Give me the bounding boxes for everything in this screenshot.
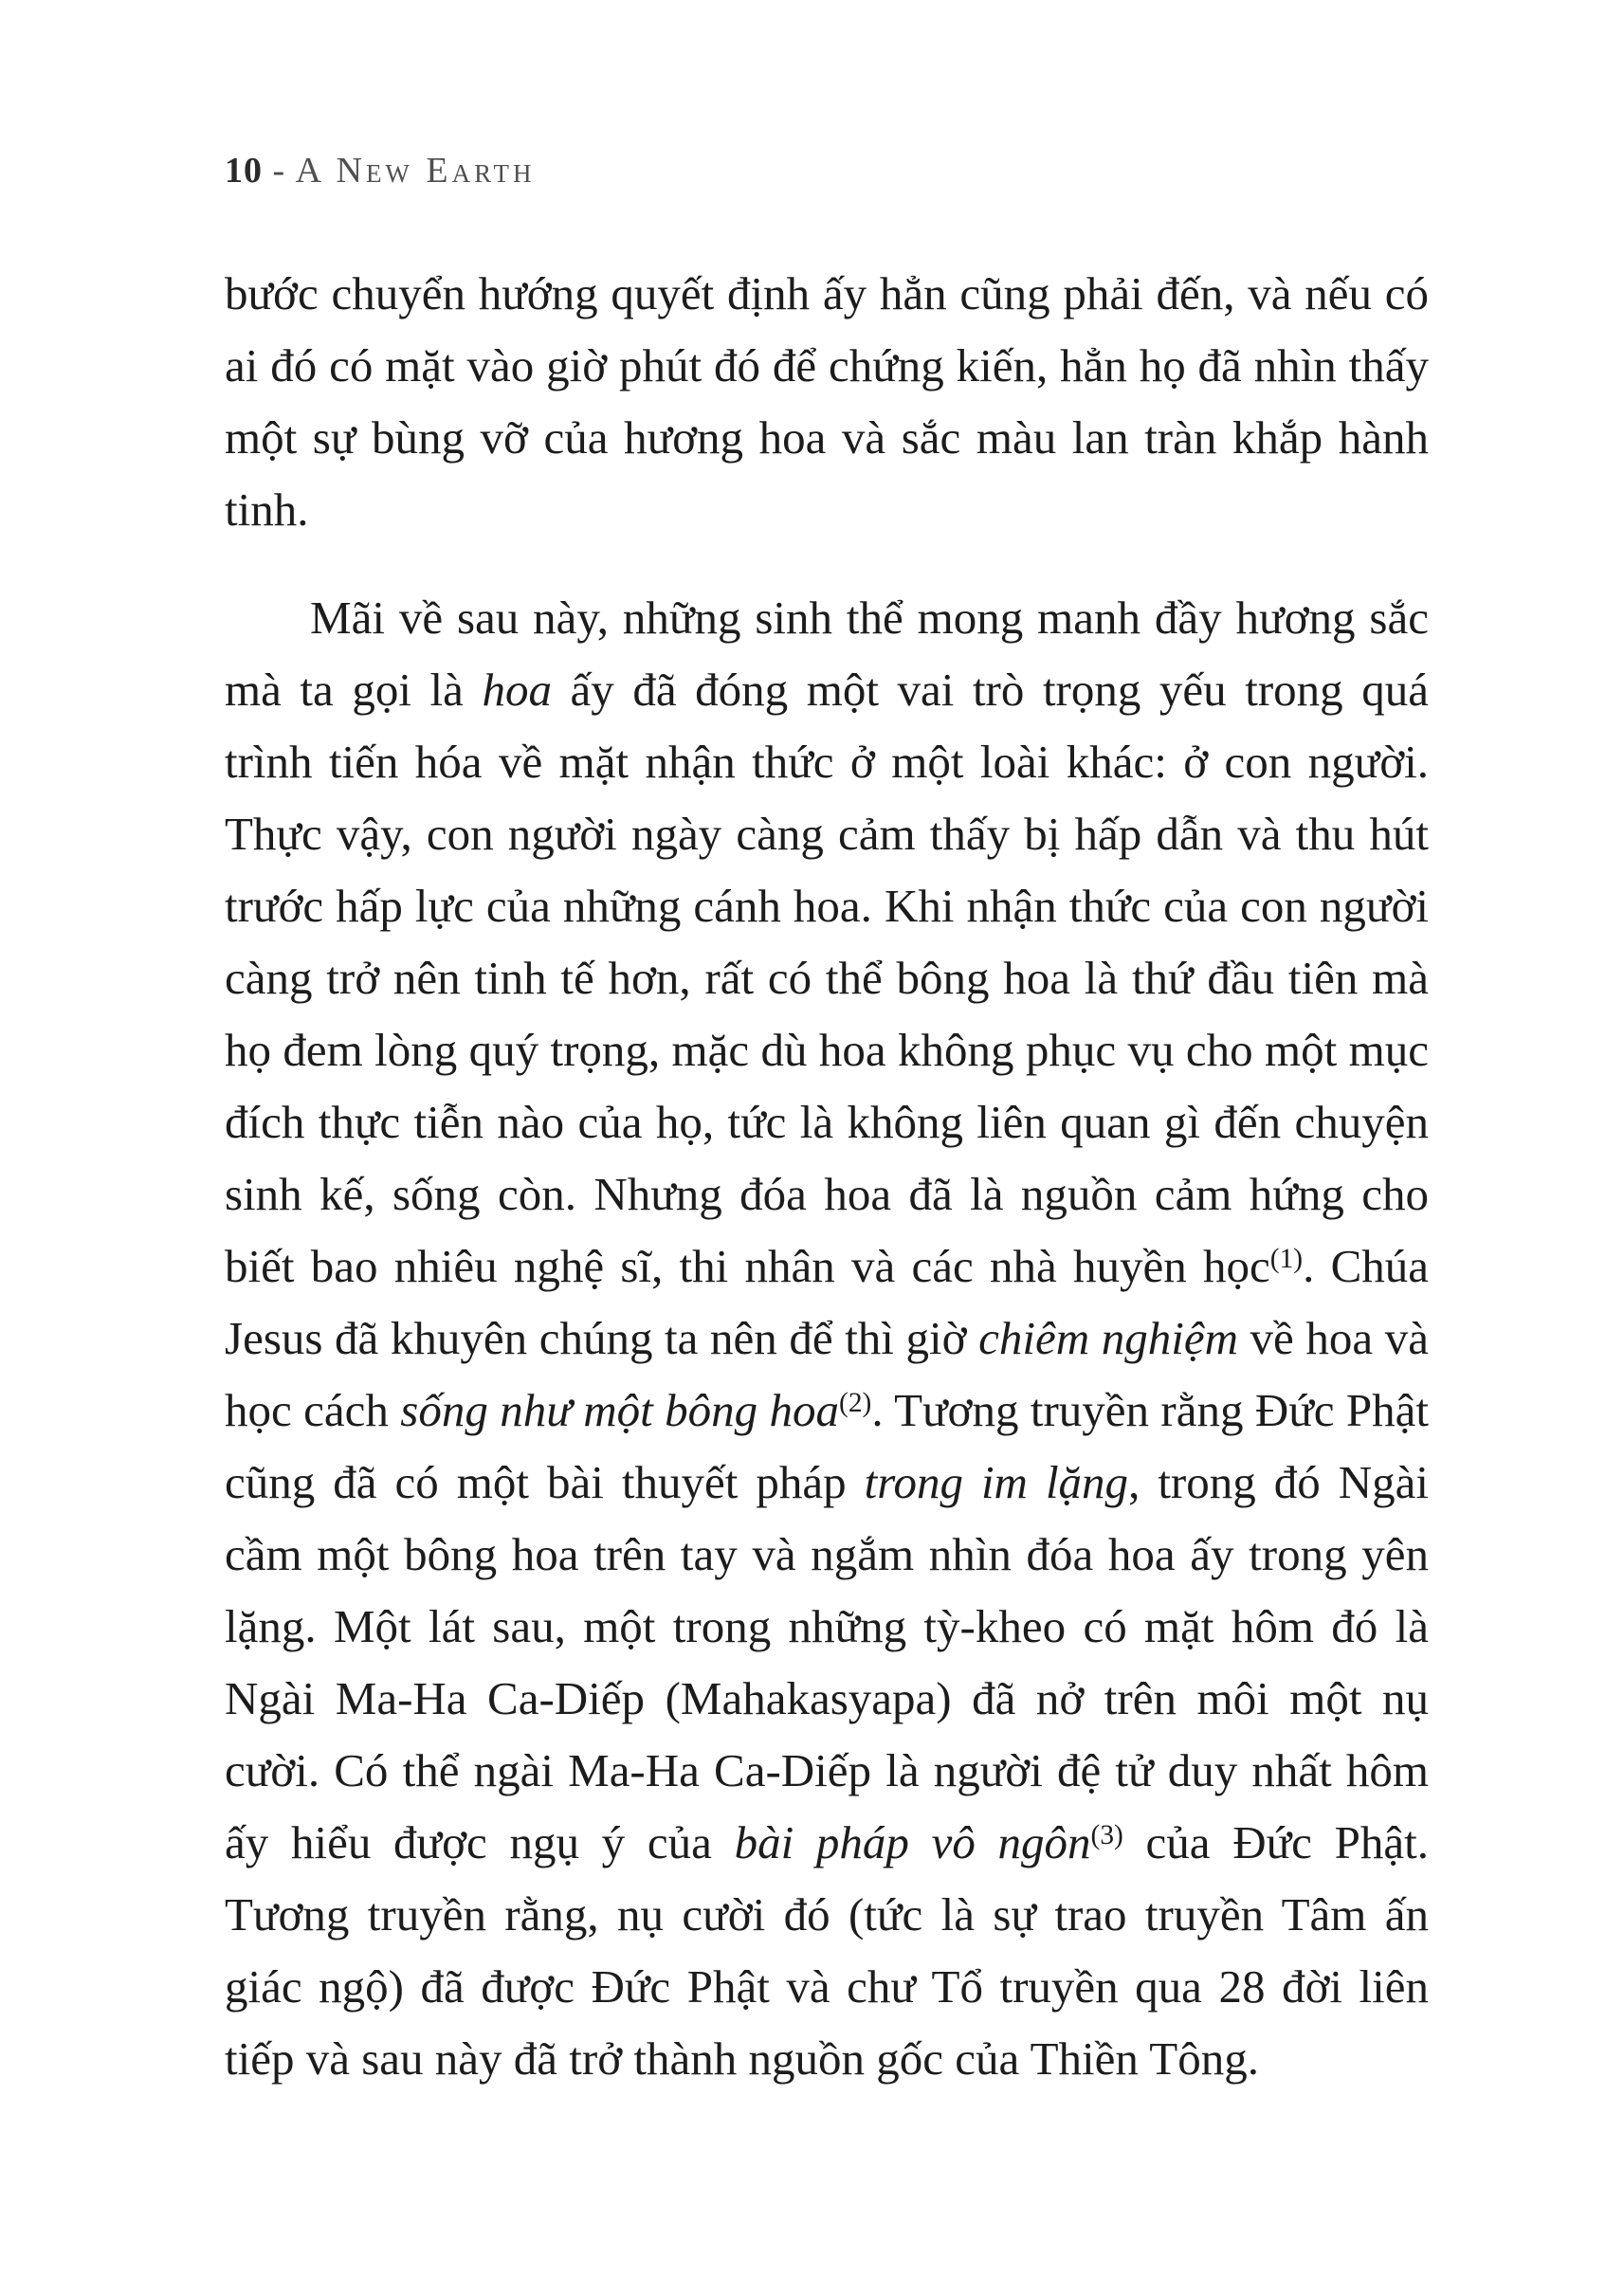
text-run: bài pháp vô ngôn xyxy=(734,1816,1091,1868)
text-block xyxy=(225,258,1429,2131)
text-run: bước chuyển hướng quyết định ấy hẳn cũng phải đến, và nếu có ai đó có mặt vào giờ phút đó để chứng kiến, hẳn họ đã nhìn thấy một sự bùng vỡ của hương hoa và sắc màu lan tràn khắp hành tinh. xyxy=(225,267,1429,536)
text-run: . Chúa Jesus đã khuyên chúng ta nên để thì giờ xyxy=(225,1240,1429,1364)
text-run: sống như một bông hoa xyxy=(400,1384,840,1436)
text-run: . Tương truyền rằng Đức Phật cũng đã có một bài thuyết pháp xyxy=(225,1384,1430,1508)
footnote-marker: (3) xyxy=(1090,1820,1123,1851)
running-header xyxy=(225,150,536,191)
text-run: trong im lặng xyxy=(864,1456,1129,1508)
text-run: Mãi về sau này, những sinh thể mong manh đầy hương sắc mà ta gọi là xyxy=(225,592,1429,716)
book-title: A New Earth xyxy=(295,151,536,191)
header-separator: - xyxy=(263,151,296,191)
text-run: về hoa và học cách xyxy=(225,1312,1429,1436)
paragraph xyxy=(225,582,1429,2095)
text-run: hoa xyxy=(482,664,552,716)
page-number: 10 xyxy=(225,151,263,191)
text-run: chiêm nghiệm xyxy=(978,1312,1238,1364)
text-run: của Đức Phật. Tương truyền rằng, nụ cười đó (tức là sự trao truyền Tâm ấn giác ngộ) đã được Đức Phật và chư Tổ truyền qua 28 đời liên tiếp và sau này đã trở thành nguồn gốc của Thiền Tông. xyxy=(225,1816,1429,2085)
footnote-marker: (2) xyxy=(839,1388,872,1419)
text-run: , trong đó Ngài cầm một bông hoa trên tay và ngắm nhìn đóa hoa ấy trong yên lặng. Một lát sau, một trong những tỳ-kheo có mặt hôm đó là Ngài Ma-Ha Ca-Diếp (Mahakasyapa) đã nở trên môi một nụ cười. Có thể ngài Ma-Ha Ca-Diếp là người đệ tử duy nhất hôm ấy hiểu được ngụ ý của xyxy=(225,1456,1429,1868)
footnote-marker: (1) xyxy=(1269,1244,1304,1275)
text-run: ấy đã đóng một vai trò trọng yếu trong quá trình tiến hóa về mặt nhận thức ở một loài khác: ở con người. Thực vậy, con người ngày càng cảm thấy bị hấp dẫn và thu hút trước hấp lực của những cánh hoa. Khi nhận thức của con người càng trở nên tinh tế hơn, rất có thể bông hoa là thứ đầu tiên mà họ đem lòng quý trọng, mặc dù hoa không phục vụ cho một mục đích thực tiễn nào của họ, tức là không liên quan gì đến chuyện sinh kế, sống còn. Nhưng đóa hoa đã là nguồn cảm hứng cho biết bao nhiêu nghệ sĩ, thi nhân và các nhà huyền học xyxy=(225,664,1429,1292)
paragraph xyxy=(225,258,1429,546)
